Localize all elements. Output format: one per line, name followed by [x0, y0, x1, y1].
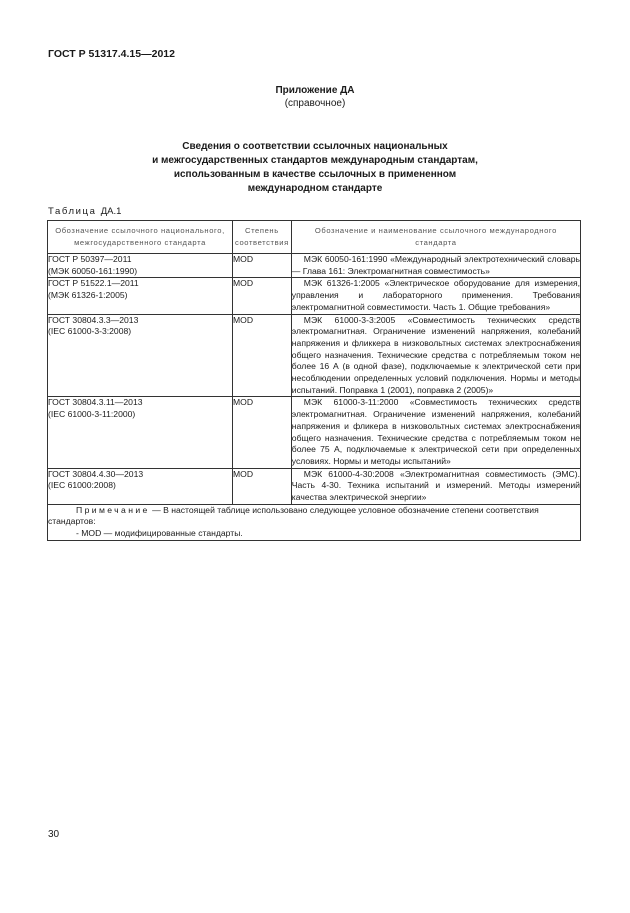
note-text: — В настоящей таблице использовано следующее условное обозначение степени соответствия стандартов:	[48, 504, 539, 527]
national-standard-cell	[48, 314, 233, 397]
table-label-number: ДА.1	[100, 206, 122, 217]
section-title-line: и межгосударственных стандартов международным стандартам,	[152, 155, 478, 166]
degree-cell: MOD	[232, 254, 291, 278]
national-standard-cell	[48, 397, 233, 468]
table-note	[48, 504, 581, 540]
international-standard-cell: МЭК 60050-161:1990 «Международный электротехнический словарь — Глава 161: Электромагнитная совместимость»	[291, 254, 580, 278]
section-title-line: использованным в качестве ссылочных в примененном	[173, 169, 457, 180]
degree-cell: MOD	[232, 314, 291, 397]
table-row	[48, 468, 581, 504]
degree-cell: MOD	[232, 397, 291, 468]
table-note-row	[48, 504, 581, 540]
national-standard-ref: (МЭК 61326-1:2005)	[48, 290, 128, 301]
degree-cell: MOD	[232, 278, 291, 314]
header-degree: Степень соответствия	[232, 221, 291, 254]
international-standard-cell: МЭК 61000-3-11:2000 «Совместимость технических средств электромагнитная. Ограничение изменений напряжения, колебаний напряжения и фликера в низковольтных системах электроснабжения общего назначения. Технические средства с потребляемым током не более 75 А, подключаемые к электрической сети при определенных условиях. Нормы и методы испытаний»	[291, 397, 580, 468]
appendix-subtitle: (справочное)	[284, 98, 346, 109]
national-standard-ref: (МЭК 60050-161:1990)	[48, 265, 138, 276]
appendix-heading	[0, 84, 630, 110]
national-standard: ГОСТ 30804.4.30—2013	[48, 468, 144, 479]
national-standard: ГОСТ Р 51522.1—2011	[48, 278, 139, 289]
degree-cell: MOD	[232, 468, 291, 504]
national-standard: ГОСТ Р 50397—2011	[48, 254, 132, 264]
international-standard-cell: МЭК 61326-1:2005 «Электрическое оборудование для измерения, управления и лабораторного применения. Требования электромагнитной совместимости. Часть 1. Общие требования»	[291, 278, 580, 314]
note-paragraph	[48, 505, 580, 528]
header-international: Обозначение и наименование ссылочного международного стандарта	[291, 221, 580, 254]
note-item: - MOD — модифицированные стандарты.	[76, 528, 243, 539]
national-standard: ГОСТ 30804.3.3—2013	[48, 314, 139, 325]
national-standard-ref: (IEC 61000:2008)	[48, 480, 116, 491]
table-row	[48, 314, 581, 397]
page-number: 30	[48, 829, 60, 840]
header-national: Обозначение ссылочного национального, межгосударственного стандарта	[48, 221, 233, 254]
national-standard-cell	[48, 468, 233, 504]
table-label	[48, 206, 121, 217]
table-row	[48, 278, 581, 314]
national-standard-ref: (IEC 61000-3-11:2000)	[48, 409, 136, 420]
national-standard: ГОСТ 30804.3.11—2013	[48, 397, 143, 408]
table-row	[48, 254, 581, 278]
national-standard-cell	[48, 254, 233, 278]
note-label: Примечание	[76, 504, 150, 515]
appendix-title: Приложение ДА	[275, 85, 355, 96]
section-title-line: международном стандарте	[247, 183, 383, 194]
national-standard-ref: (IEC 61000-3-3:2008)	[48, 326, 132, 337]
section-title	[100, 140, 530, 196]
international-standard-cell: МЭК 61000-3-3:2005 «Совместимость технических средств электромагнитная. Ограничение изменений напряжения, колебаний напряжения и фликкера в низковольтных системах электроснабжения общего назначения. Технические средства с потребляемым током не более 16 А (в одной фазе), подключаемые к электрической сети при несоблюдении определенных условий подключения. Нормы и методы испытаний. Поправка 1 (2001), поправка 2 (2005)»	[291, 314, 580, 397]
international-standard-cell: МЭК 61000-4-30:2008 «Электромагнитная совместимость (ЭМС). Часть 4-30. Техника испытаний и измерений. Методы измерений качества электрической энергии»	[291, 468, 580, 504]
national-standard-cell	[48, 278, 233, 314]
table-label-word: Таблица	[48, 206, 97, 217]
section-title-line: Сведения о соответствии ссылочных национальных	[182, 141, 448, 152]
table-row	[48, 397, 581, 468]
document-id: ГОСТ Р 51317.4.15—2012	[48, 48, 175, 60]
standards-table	[47, 220, 581, 541]
table-header-row	[48, 221, 581, 254]
